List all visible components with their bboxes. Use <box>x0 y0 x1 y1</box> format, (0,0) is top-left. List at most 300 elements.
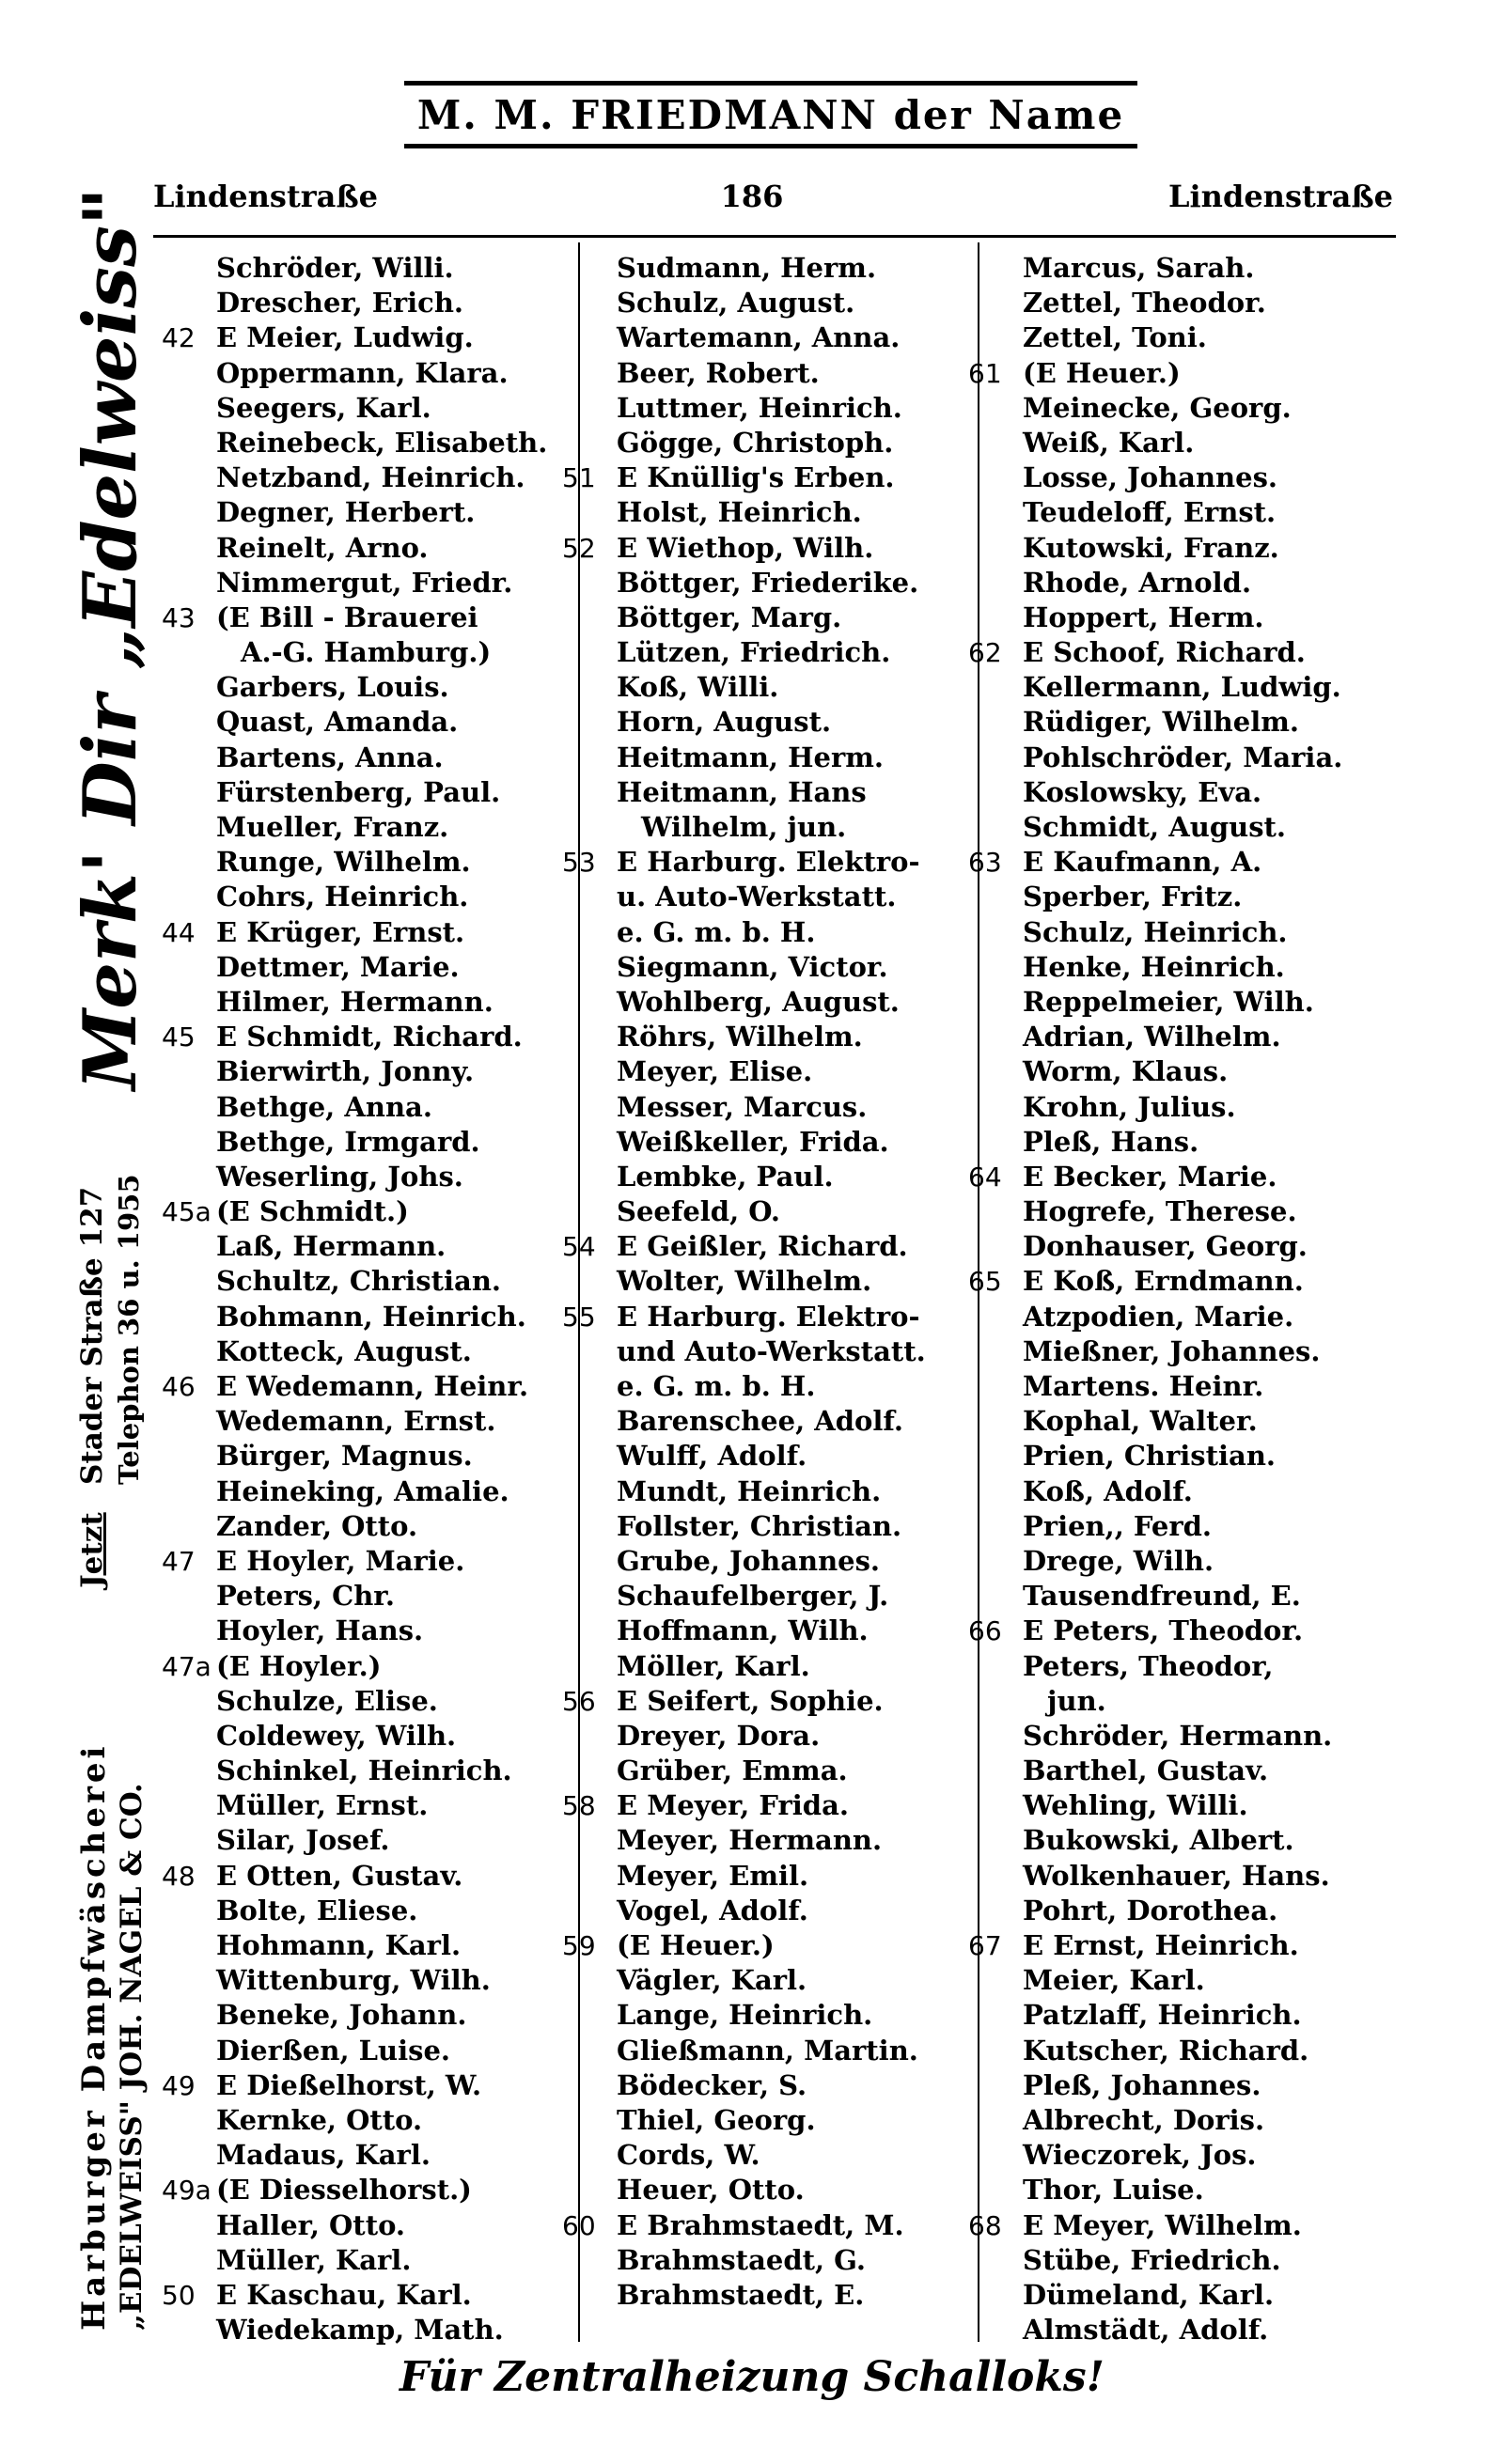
directory-entry <box>562 1265 966 1300</box>
resident-name: Vogel, Adolf. <box>617 1894 808 1926</box>
directory-entry <box>162 1614 566 1649</box>
resident-name: Tausendfreund, E. <box>1023 1580 1301 1613</box>
resident-name: Losse, Johannes. <box>1023 461 1278 494</box>
resident-name: Henke, Heinrich. <box>1023 950 1285 983</box>
resident-name: Thiel, Georg. <box>617 2103 816 2136</box>
resident-name: Hohmann, Karl. <box>216 1929 462 1961</box>
directory-entry <box>968 532 1372 567</box>
resident-name: (E Bill - Brauerei <box>216 600 478 633</box>
running-head-right: Lindenstraße <box>1168 179 1393 214</box>
directory-entry <box>162 2209 566 2244</box>
directory-entry <box>162 1475 566 1510</box>
resident-name: (E Hoyler.) <box>216 1649 382 1682</box>
resident-name: E Meyer, Wilhelm. <box>1023 2208 1302 2241</box>
directory-entry <box>562 1055 966 1090</box>
directory-entry <box>562 287 966 321</box>
resident-name: Wieczorek, Jos. <box>1023 2139 1257 2172</box>
company-line-1: Harburger Dampfwäscherei <box>75 1742 113 2331</box>
directory-entry <box>968 881 1372 915</box>
directory-entry <box>968 1440 1372 1474</box>
directory-entry <box>562 321 966 356</box>
directory-entry <box>968 321 1372 356</box>
directory-entry <box>162 706 566 741</box>
resident-name: Schmidt, August. <box>1023 811 1287 843</box>
directory-entry <box>968 1370 1372 1405</box>
directory-entry <box>562 1021 966 1055</box>
resident-name: Martens. Heinr. <box>1023 1370 1264 1402</box>
resident-name: Mueller, Franz. <box>216 811 449 843</box>
directory-entry <box>968 671 1372 706</box>
directory-entry <box>162 496 566 531</box>
resident-name: Heuer, Otto. <box>617 2174 805 2207</box>
directory-entry <box>562 427 966 461</box>
resident-name: Worm, Klaus. <box>1023 1055 1229 1088</box>
directory-entry <box>562 532 966 567</box>
resident-name: Hogrefe, Therese. <box>1023 1195 1297 1228</box>
directory-entry <box>562 986 966 1021</box>
directory-entry <box>562 1091 966 1126</box>
resident-name: e. G. m. b. H. <box>617 915 816 948</box>
directory-entry <box>162 1301 566 1335</box>
directory-entry <box>162 1265 566 1300</box>
directory-entry <box>968 1964 1372 1999</box>
resident-name: Quast, Amanda. <box>216 706 459 739</box>
directory-entry <box>562 461 966 496</box>
resident-name: Almstädt, Adolf. <box>1023 2314 1269 2347</box>
directory-entry <box>562 1370 966 1405</box>
directory-entry <box>162 1510 566 1545</box>
directory-entry <box>162 1055 566 1090</box>
resident-name: Meyer, Emil. <box>617 1859 809 1892</box>
resident-name: Silar, Josef. <box>216 1824 390 1857</box>
resident-name: Schröder, Willi. <box>216 252 454 284</box>
house-number: 58 <box>562 1790 596 1822</box>
house-number: 51 <box>562 462 596 494</box>
resident-name: Schultz, Christian. <box>216 1265 502 1298</box>
house-number: 65 <box>968 1266 1002 1298</box>
resident-name: Adrian, Wilhelm. <box>1023 1021 1281 1053</box>
directory-entry <box>562 846 966 881</box>
directory-entry <box>968 1789 1372 1824</box>
house-number: 48 <box>162 1860 196 1892</box>
directory-entry <box>162 846 566 881</box>
resident-name: Koslowsky, Eva. <box>1023 775 1262 808</box>
directory-entry <box>562 496 966 531</box>
directory-entry <box>562 1650 966 1685</box>
directory-entry <box>968 1929 1372 1964</box>
directory-entry <box>162 321 566 356</box>
directory-entry <box>562 1964 966 1999</box>
directory-entry <box>162 1860 566 1895</box>
directory-entry <box>968 357 1372 392</box>
directory-entry <box>162 1720 566 1754</box>
directory-entry <box>162 427 566 461</box>
resident-name: E Meyer, Frida. <box>617 1789 849 1822</box>
resident-name: Kellermann, Ludwig. <box>1023 671 1341 704</box>
resident-name: Hoppert, Herm. <box>1023 600 1264 633</box>
directory-entry <box>968 636 1372 671</box>
resident-name: E Meier, Ludwig. <box>216 321 474 354</box>
resident-name: Grube, Johannes. <box>617 1544 881 1577</box>
directory-entry <box>162 986 566 1021</box>
directory-entry <box>562 1789 966 1824</box>
house-number: 54 <box>562 1231 596 1263</box>
resident-name: Patzlaff, Heinrich. <box>1023 1999 1302 2032</box>
resident-name: Koß, Adolf. <box>1023 1474 1193 1507</box>
company-phone: Telephon 36 u. 1955 <box>113 1174 145 1485</box>
house-number: 59 <box>562 1930 596 1961</box>
directory-entry <box>968 1824 1372 1859</box>
directory-entry <box>162 1440 566 1474</box>
directory-entry <box>562 881 966 915</box>
house-number: 49a <box>162 2175 212 2207</box>
resident-name: Kophal, Walter. <box>1023 1405 1258 1438</box>
page-number: 186 <box>720 179 784 214</box>
directory-entry <box>562 1754 966 1789</box>
directory-entry <box>968 2244 1372 2279</box>
resident-name: Beneke, Johann. <box>216 1999 467 2032</box>
directory-entry <box>968 1580 1372 1614</box>
resident-name: E Brahmstaedt, M. <box>617 2208 904 2241</box>
directory-entry <box>162 392 566 427</box>
banner-text: M. M. FRIEDMANN der Name <box>416 91 1125 138</box>
resident-name: Nimmergut, Friedr. <box>216 566 513 599</box>
directory-entry <box>968 2174 1372 2208</box>
directory-entry <box>562 1335 966 1370</box>
house-number: 61 <box>968 357 1002 389</box>
resident-name: Luttmer, Heinrich. <box>617 391 902 424</box>
resident-name: Atzpodien, Marie. <box>1023 1300 1294 1333</box>
resident-name: Möller, Karl. <box>617 1649 810 1682</box>
directory-entry <box>562 1929 966 1964</box>
directory-entry <box>162 916 566 951</box>
resident-name: (E Diesselhorst.) <box>216 2174 472 2207</box>
directory-entry <box>968 1091 1372 1126</box>
resident-name: Hoffmann, Wilh. <box>617 1614 869 1647</box>
resident-name: A.-G. Hamburg.) <box>241 636 492 669</box>
resident-name: und Auto-Werkstatt. <box>617 1334 926 1367</box>
resident-name: Laß, Hermann. <box>216 1230 446 1263</box>
directory-entry <box>562 2069 966 2104</box>
resident-name: Dümeland, Karl. <box>1023 2278 1275 2311</box>
house-number: 46 <box>162 1371 196 1402</box>
directory-entry <box>562 2244 966 2279</box>
resident-name: E Koß, Erndmann. <box>1023 1265 1304 1298</box>
resident-name: Horn, August. <box>617 706 832 739</box>
directory-entry <box>162 1824 566 1859</box>
directory-entry <box>562 741 966 776</box>
directory-entry <box>968 1301 1372 1335</box>
directory-entry <box>968 1126 1372 1161</box>
running-head-left: Lindenstraße <box>153 179 378 214</box>
directory-entry <box>562 2104 966 2139</box>
resident-name: Lange, Heinrich. <box>617 1999 873 2032</box>
directory-entry <box>162 1126 566 1161</box>
directory-entry <box>968 2069 1372 2104</box>
directory-entry <box>968 1614 1372 1649</box>
directory-entry <box>162 1195 566 1230</box>
directory-entry <box>162 951 566 986</box>
house-number: 67 <box>968 1930 1002 1961</box>
directory-entry <box>162 1650 566 1685</box>
friedmann-banner <box>404 81 1137 148</box>
resident-name: Pohrt, Dorothea. <box>1023 1894 1278 1926</box>
directory-entry <box>968 986 1372 1021</box>
directory-entry <box>968 567 1372 601</box>
resident-name: Donhauser, Georg. <box>1023 1230 1308 1263</box>
directory-entry <box>162 357 566 392</box>
resident-name: Rüdiger, Wilhelm. <box>1023 706 1299 739</box>
directory-entry <box>162 1754 566 1789</box>
resident-name: Kutscher, Richard. <box>1023 2034 1309 2066</box>
resident-name: E Schmidt, Richard. <box>216 1021 523 1053</box>
resident-name: Mießner, Johannes. <box>1023 1334 1321 1367</box>
resident-name: Zettel, Toni. <box>1023 321 1207 354</box>
directory-entry <box>968 1475 1372 1510</box>
resident-name: Dreyer, Dora. <box>617 1719 821 1752</box>
resident-name: Messer, Marcus. <box>617 1090 868 1123</box>
house-number: 47a <box>162 1650 212 1682</box>
resident-name: Vägler, Karl. <box>617 1964 807 1997</box>
directory-entry <box>562 2174 966 2208</box>
resident-name: Müller, Ernst. <box>216 1789 429 1822</box>
resident-name: (E Heuer.) <box>1023 356 1181 389</box>
resident-name: Marcus, Sarah. <box>1023 252 1255 284</box>
directory-entry <box>968 1650 1372 1685</box>
resident-name: Hoyler, Hans. <box>216 1614 424 1647</box>
resident-name: Sudmann, Herm. <box>617 252 877 284</box>
directory-entry <box>968 1999 1372 2034</box>
house-number: 45 <box>162 1021 196 1053</box>
directory-entry <box>162 1545 566 1580</box>
resident-name: Böttger, Marg. <box>617 600 842 633</box>
directory-entry <box>162 1789 566 1824</box>
resident-name: Hilmer, Hermann. <box>216 985 494 1018</box>
resident-name: Dierßen, Luise. <box>216 2034 451 2066</box>
directory-entry <box>968 392 1372 427</box>
resident-name: Bürger, Magnus. <box>216 1440 473 1473</box>
resident-name: Garbers, Louis. <box>216 671 449 704</box>
directory-column-2 <box>562 252 966 2314</box>
directory-entry <box>162 2314 566 2348</box>
resident-name: Müller, Karl. <box>216 2243 412 2276</box>
resident-name: Madaus, Karl. <box>216 2139 431 2172</box>
resident-name: Bethge, Anna. <box>216 1090 432 1123</box>
resident-name: Netzband, Heinrich. <box>216 461 525 494</box>
resident-name: Cohrs, Heinrich. <box>216 881 469 913</box>
resident-name: Bethge, Irmgard. <box>216 1125 480 1158</box>
resident-name: Brahmstaedt, E. <box>617 2278 865 2311</box>
resident-name: Peters, Theodor, <box>1023 1649 1274 1682</box>
resident-name: E Ernst, Heinrich. <box>1023 1929 1299 1961</box>
resident-name: Bohmann, Heinrich. <box>216 1300 526 1333</box>
directory-entry <box>562 1895 966 1929</box>
directory-entry <box>968 601 1372 636</box>
directory-entry <box>162 252 566 287</box>
resident-name: Reppelmeier, Wilh. <box>1023 985 1314 1018</box>
directory-entry <box>562 357 966 392</box>
house-number: 49 <box>162 2069 196 2101</box>
directory-entry <box>968 2035 1372 2069</box>
directory-entry <box>968 287 1372 321</box>
directory-entry <box>162 1999 566 2034</box>
directory-entry <box>968 951 1372 986</box>
resident-name: E Dießelhorst, W. <box>216 2068 482 2101</box>
directory-column-3 <box>968 252 1372 2348</box>
directory-entry <box>968 1860 1372 1895</box>
directory-column-1 <box>162 252 566 2348</box>
directory-entry <box>968 1545 1372 1580</box>
resident-name: E Geißler, Richard. <box>617 1230 908 1263</box>
directory-entry <box>162 1021 566 1055</box>
resident-name: Drege, Wilh. <box>1023 1544 1214 1577</box>
directory-entry <box>162 811 566 846</box>
house-number: 55 <box>562 1301 596 1333</box>
directory-entry <box>562 392 966 427</box>
resident-name: Lembke, Paul. <box>617 1160 834 1193</box>
directory-entry <box>162 1405 566 1440</box>
resident-name: E Kaufmann, A. <box>1023 846 1262 879</box>
resident-name: Koß, Willi. <box>617 671 779 704</box>
resident-name: Wulff, Adolf. <box>617 1440 807 1473</box>
resident-name: Meinecke, Georg. <box>1023 391 1292 424</box>
resident-name: Gließmann, Martin. <box>617 2034 918 2066</box>
resident-name: Pohlschröder, Maria. <box>1023 741 1343 773</box>
resident-name: Coldewey, Wilh. <box>216 1719 457 1752</box>
directory-entry <box>562 1195 966 1230</box>
house-number: 63 <box>968 847 1002 879</box>
house-number: 44 <box>162 916 196 948</box>
directory-entry <box>162 2174 566 2208</box>
resident-name: E Otten, Gustav. <box>216 1859 463 1892</box>
resident-name: E Seifert, Sophie. <box>617 1684 884 1717</box>
resident-name: Albrecht, Doris. <box>1023 2103 1265 2136</box>
directory-entry <box>968 1265 1372 1300</box>
directory-entry <box>968 1720 1372 1754</box>
resident-name: Meier, Karl. <box>1023 1964 1205 1997</box>
directory-entry <box>968 2209 1372 2244</box>
resident-name: Wilhelm, jun. <box>641 811 847 843</box>
resident-name: E Schoof, Richard. <box>1023 636 1306 669</box>
resident-name: Weiß, Karl. <box>1023 426 1195 459</box>
resident-name: Prien,, Ferd. <box>1023 1509 1213 1542</box>
resident-name: Stübe, Friedrich. <box>1023 2243 1281 2276</box>
directory-entry <box>562 1685 966 1720</box>
directory-entry <box>562 252 966 287</box>
resident-name: Runge, Wilhelm. <box>216 846 471 879</box>
house-number: 43 <box>162 601 196 633</box>
resident-name: E Wedemann, Heinr. <box>216 1370 529 1402</box>
resident-name: Krohn, Julius. <box>1023 1090 1236 1123</box>
directory-entry <box>562 1999 966 2034</box>
resident-name: Dettmer, Marie. <box>216 950 460 983</box>
resident-name: Follster, Christian. <box>617 1509 902 1542</box>
house-number: 66 <box>968 1615 1002 1647</box>
directory-entry <box>562 567 966 601</box>
resident-name: Wohlberg, August. <box>617 985 900 1018</box>
resident-name: Mundt, Heinrich. <box>617 1474 882 1507</box>
directory-entry <box>162 636 566 671</box>
resident-name: Degner, Herbert. <box>216 496 476 529</box>
directory-entry <box>562 1301 966 1335</box>
directory-entry <box>562 636 966 671</box>
directory-entry <box>162 1230 566 1265</box>
resident-name: Pleß, Hans. <box>1023 1125 1199 1158</box>
directory-entry <box>562 601 966 636</box>
resident-name: Fürstenberg, Paul. <box>216 775 501 808</box>
directory-entry <box>968 811 1372 846</box>
directory-entry <box>562 951 966 986</box>
directory-entry <box>968 496 1372 531</box>
resident-name: Weserling, Johs. <box>216 1160 463 1193</box>
slogan: Merk' Dir „Edelweiss" <box>68 187 153 1090</box>
resident-name: Kotteck, August. <box>216 1334 472 1367</box>
house-number: 56 <box>562 1685 596 1717</box>
directory-entry <box>162 1685 566 1720</box>
directory-entry <box>968 461 1372 496</box>
resident-name: Wolkenhauer, Hans. <box>1023 1859 1330 1892</box>
directory-entry <box>162 1161 566 1195</box>
directory-entry <box>162 881 566 915</box>
directory-entry <box>162 1964 566 1999</box>
header-rule <box>153 235 1396 238</box>
directory-entry <box>968 1335 1372 1370</box>
directory-entry <box>562 706 966 741</box>
directory-entry <box>968 1405 1372 1440</box>
directory-entry <box>968 1754 1372 1789</box>
resident-name: Weißkeller, Frida. <box>617 1125 889 1158</box>
jetzt-label: Jetzt <box>75 1512 109 1588</box>
directory-entry <box>968 1195 1372 1230</box>
directory-entry <box>162 1929 566 1964</box>
directory-entry <box>162 532 566 567</box>
house-number: 50 <box>162 2279 196 2311</box>
resident-name: Rhode, Arnold. <box>1023 566 1252 599</box>
directory-entry <box>162 1895 566 1929</box>
resident-name: Schulz, August. <box>617 287 855 320</box>
directory-entry <box>162 741 566 776</box>
resident-name: Meyer, Elise. <box>617 1055 813 1088</box>
resident-name: Bolte, Eliese. <box>216 1894 418 1926</box>
directory-entry <box>162 1370 566 1405</box>
directory-entry <box>968 1161 1372 1195</box>
resident-name: (E Heuer.) <box>617 1929 775 1961</box>
resident-name: Zettel, Theodor. <box>1023 287 1266 320</box>
resident-name: Barenschee, Adolf. <box>617 1405 903 1438</box>
resident-name: Thor, Luise. <box>1023 2174 1204 2207</box>
directory-entry <box>162 1335 566 1370</box>
resident-name: Prien, Christian. <box>1023 1440 1277 1473</box>
directory-entry <box>968 1230 1372 1265</box>
directory-entry <box>968 1895 1372 1929</box>
resident-name: E Kaschau, Karl. <box>216 2278 472 2311</box>
directory-entry <box>968 776 1372 811</box>
house-number: 60 <box>562 2209 596 2241</box>
house-number: 47 <box>162 1545 196 1577</box>
resident-name: E Krüger, Ernst. <box>216 915 465 948</box>
directory-entry <box>562 2139 966 2174</box>
directory-entry <box>562 1230 966 1265</box>
resident-name: e. G. m. b. H. <box>617 1370 816 1402</box>
directory-entry <box>162 287 566 321</box>
resident-name: Schinkel, Heinrich. <box>216 1754 512 1787</box>
resident-name: u. Auto-Werkstatt. <box>617 881 897 913</box>
resident-name: E Harburg. Elektro- <box>617 846 920 879</box>
resident-name: Bukowski, Albert. <box>1023 1824 1294 1857</box>
resident-name: Röhrs, Wilhelm. <box>617 1021 863 1053</box>
directory-entry <box>162 2139 566 2174</box>
resident-name: Cords, W. <box>617 2139 760 2172</box>
